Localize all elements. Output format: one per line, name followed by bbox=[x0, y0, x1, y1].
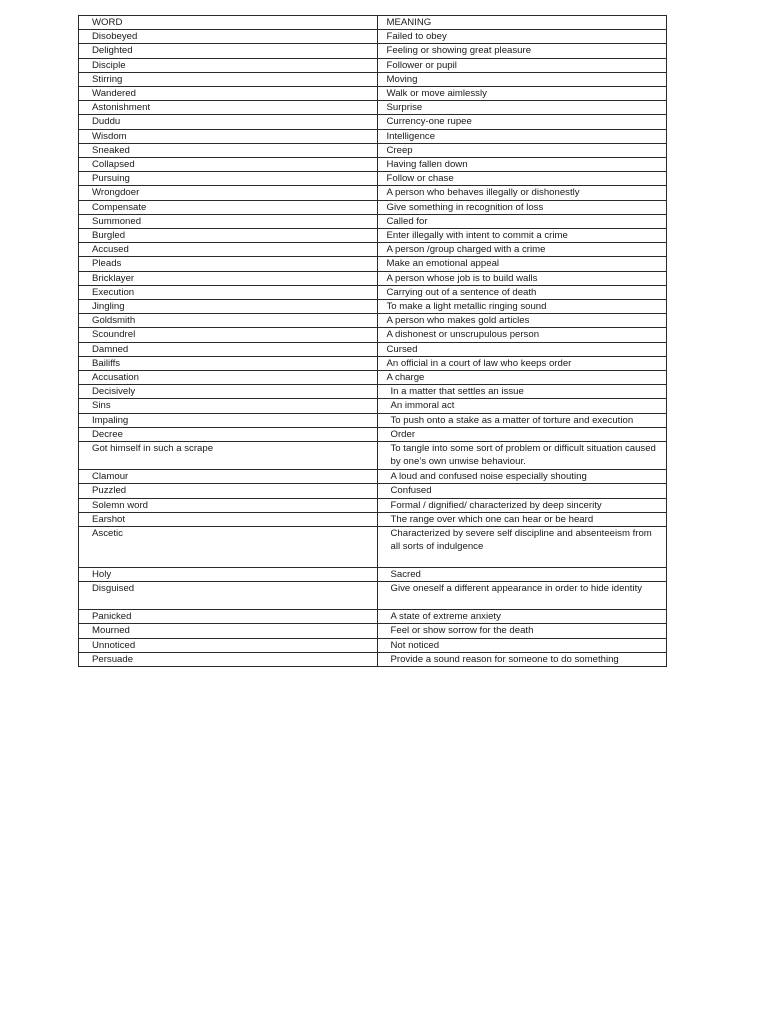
meaning-cell: Feeling or showing great pleasure bbox=[377, 44, 667, 58]
table-row bbox=[79, 427, 667, 441]
table-row bbox=[79, 58, 667, 72]
vocabulary-table bbox=[78, 15, 667, 667]
table-row bbox=[79, 371, 667, 385]
meaning-cell: Failed to obey bbox=[377, 30, 667, 44]
table-row bbox=[79, 610, 667, 624]
table-row bbox=[79, 470, 667, 484]
meaning-cell: Having fallen down bbox=[377, 158, 667, 172]
meaning-cell: To tangle into some sort of problem or difficult situation caused by one’s own unwise behaviour. bbox=[377, 442, 667, 470]
meaning-cell: Characterized by severe self discipline and absenteeism from all sorts of indulgence bbox=[377, 526, 667, 567]
meaning-cell: Called for bbox=[377, 214, 667, 228]
word-cell: Holy bbox=[79, 567, 378, 581]
meaning-cell: A person who makes gold articles bbox=[377, 314, 667, 328]
table-row bbox=[79, 399, 667, 413]
word-cell: Sneaked bbox=[79, 143, 378, 157]
table-row bbox=[79, 526, 667, 567]
meaning-cell: Give oneself a different appearance in order to hide identity bbox=[377, 582, 667, 610]
meaning-cell: Currency-one rupee bbox=[377, 115, 667, 129]
meaning-cell: Confused bbox=[377, 484, 667, 498]
word-cell: Burgled bbox=[79, 229, 378, 243]
meaning-cell: The range over which one can hear or be heard bbox=[377, 512, 667, 526]
meaning-cell: Enter illegally with intent to commit a crime bbox=[377, 229, 667, 243]
word-cell: Wandered bbox=[79, 87, 378, 101]
meaning-cell: In a matter that settles an issue bbox=[377, 385, 667, 399]
table-row bbox=[79, 101, 667, 115]
table-header-row bbox=[79, 16, 667, 30]
word-cell: Sins bbox=[79, 399, 378, 413]
word-cell: Disobeyed bbox=[79, 30, 378, 44]
table-row bbox=[79, 72, 667, 86]
table-row bbox=[79, 413, 667, 427]
meaning-cell: To make a light metallic ringing sound bbox=[377, 300, 667, 314]
table-row bbox=[79, 300, 667, 314]
table-row bbox=[79, 257, 667, 271]
table-row bbox=[79, 342, 667, 356]
meaning-cell: Make an emotional appeal bbox=[377, 257, 667, 271]
word-cell: Solemn word bbox=[79, 498, 378, 512]
word-cell: Earshot bbox=[79, 512, 378, 526]
meaning-cell: Moving bbox=[377, 72, 667, 86]
meaning-cell: An official in a court of law who keeps order bbox=[377, 356, 667, 370]
word-cell: Pleads bbox=[79, 257, 378, 271]
word-cell: Mourned bbox=[79, 624, 378, 638]
table-row bbox=[79, 115, 667, 129]
meaning-cell: Follow or chase bbox=[377, 172, 667, 186]
table-row bbox=[79, 484, 667, 498]
word-cell: Accused bbox=[79, 243, 378, 257]
meaning-cell: Surprise bbox=[377, 101, 667, 115]
table-row bbox=[79, 186, 667, 200]
table-row bbox=[79, 87, 667, 101]
word-cell: Ascetic bbox=[79, 526, 378, 567]
word-cell: Wrongdoer bbox=[79, 186, 378, 200]
meaning-cell: Give something in recognition of loss bbox=[377, 200, 667, 214]
word-cell: Got himself in such a scrape bbox=[79, 442, 378, 470]
meaning-cell: A person whose job is to build walls bbox=[377, 271, 667, 285]
table-row bbox=[79, 30, 667, 44]
meaning-cell: To push onto a stake as a matter of torture and execution bbox=[377, 413, 667, 427]
meaning-cell: Cursed bbox=[377, 342, 667, 356]
table-row bbox=[79, 271, 667, 285]
meaning-cell: An immoral act bbox=[377, 399, 667, 413]
meaning-cell: Sacred bbox=[377, 567, 667, 581]
word-cell: Clamour bbox=[79, 470, 378, 484]
table-row bbox=[79, 44, 667, 58]
meaning-cell: Creep bbox=[377, 143, 667, 157]
word-cell: Decisively bbox=[79, 385, 378, 399]
table-row bbox=[79, 512, 667, 526]
header-word: WORD bbox=[79, 16, 378, 30]
word-cell: Persuade bbox=[79, 652, 378, 666]
word-cell: Stirring bbox=[79, 72, 378, 86]
meaning-cell: A person /group charged with a crime bbox=[377, 243, 667, 257]
word-cell: Jingling bbox=[79, 300, 378, 314]
meaning-cell: A state of extreme anxiety bbox=[377, 610, 667, 624]
meaning-cell: A dishonest or unscrupulous person bbox=[377, 328, 667, 342]
table-row bbox=[79, 214, 667, 228]
table-row bbox=[79, 243, 667, 257]
table-row bbox=[79, 129, 667, 143]
word-cell: Goldsmith bbox=[79, 314, 378, 328]
table-row bbox=[79, 200, 667, 214]
meaning-cell: Not noticed bbox=[377, 638, 667, 652]
word-cell: Puzzled bbox=[79, 484, 378, 498]
table-row bbox=[79, 143, 667, 157]
word-cell: Bricklayer bbox=[79, 271, 378, 285]
table-row bbox=[79, 229, 667, 243]
table-row bbox=[79, 314, 667, 328]
table-row bbox=[79, 638, 667, 652]
table-row bbox=[79, 567, 667, 581]
table-row bbox=[79, 582, 667, 610]
table-row bbox=[79, 624, 667, 638]
word-cell: Execution bbox=[79, 285, 378, 299]
meaning-cell: A person who behaves illegally or dishonestly bbox=[377, 186, 667, 200]
word-cell: Damned bbox=[79, 342, 378, 356]
word-cell: Unnoticed bbox=[79, 638, 378, 652]
meaning-cell: Formal / dignified/ characterized by deep sincerity bbox=[377, 498, 667, 512]
table-row bbox=[79, 328, 667, 342]
word-cell: Accusation bbox=[79, 371, 378, 385]
meaning-cell: Walk or move aimlessly bbox=[377, 87, 667, 101]
table-row bbox=[79, 442, 667, 470]
meaning-cell: Intelligence bbox=[377, 129, 667, 143]
word-cell: Delighted bbox=[79, 44, 378, 58]
word-cell: Duddu bbox=[79, 115, 378, 129]
table-row bbox=[79, 158, 667, 172]
table-row bbox=[79, 356, 667, 370]
word-cell: Wisdom bbox=[79, 129, 378, 143]
meaning-cell: A charge bbox=[377, 371, 667, 385]
table-row bbox=[79, 652, 667, 666]
meaning-cell: Feel or show sorrow for the death bbox=[377, 624, 667, 638]
word-cell: Disguised bbox=[79, 582, 378, 610]
table-row bbox=[79, 285, 667, 299]
word-cell: Astonishment bbox=[79, 101, 378, 115]
word-cell: Summoned bbox=[79, 214, 378, 228]
word-cell: Bailiffs bbox=[79, 356, 378, 370]
meaning-cell: Order bbox=[377, 427, 667, 441]
meaning-cell: Provide a sound reason for someone to do something bbox=[377, 652, 667, 666]
word-cell: Scoundrel bbox=[79, 328, 378, 342]
table-row bbox=[79, 498, 667, 512]
word-cell: Disciple bbox=[79, 58, 378, 72]
word-cell: Decree bbox=[79, 427, 378, 441]
meaning-cell: Carrying out of a sentence of death bbox=[377, 285, 667, 299]
table-row bbox=[79, 385, 667, 399]
word-cell: Compensate bbox=[79, 200, 378, 214]
word-cell: Pursuing bbox=[79, 172, 378, 186]
table-row bbox=[79, 172, 667, 186]
header-meaning: MEANING bbox=[377, 16, 667, 30]
meaning-cell: A loud and confused noise especially shouting bbox=[377, 470, 667, 484]
word-cell: Panicked bbox=[79, 610, 378, 624]
word-cell: Impaling bbox=[79, 413, 378, 427]
word-cell: Collapsed bbox=[79, 158, 378, 172]
meaning-cell: Follower or pupil bbox=[377, 58, 667, 72]
